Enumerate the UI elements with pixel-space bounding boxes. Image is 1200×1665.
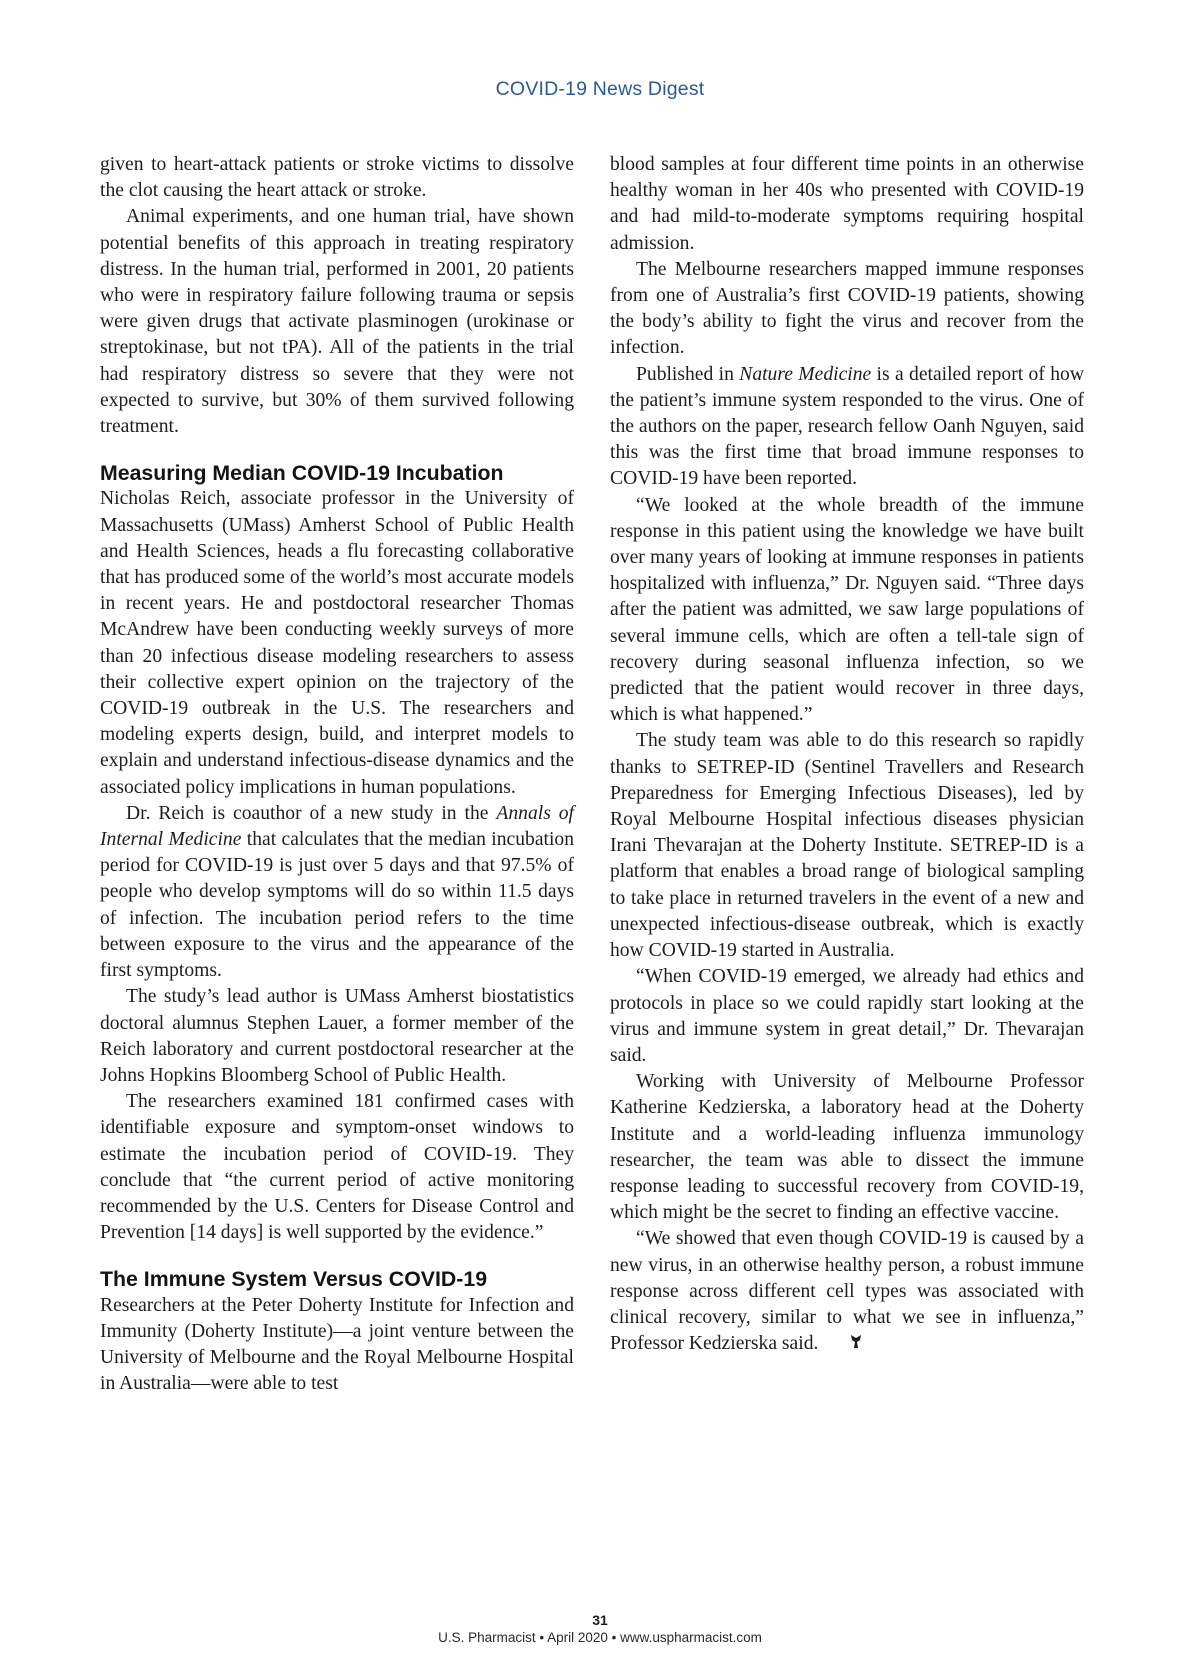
paragraph-text: “We showed that even though COVID-19 is caused by a new virus, in an otherwise healthy person, a robust immune response across different cell types was associated with clinical recovery, similar to what we see in influenza,” Professor Kedzierska said. <box>610 1228 1084 1355</box>
end-mark-icon <box>824 1332 862 1358</box>
paragraph <box>610 1226 1084 1358</box>
paragraph: The Melbourne researchers mapped immune responses from one of Australia’s first COVID-19 patients, showing the body’s ability to fight the virus and recover from the infection. <box>610 258 1084 359</box>
paragraph <box>100 801 574 984</box>
paragraph-text: that calculates that the median incubation period for COVID-19 is just over 5 days and that 97.5% of people who develop symptoms will do so within 11.5 days of infection. The incubation period refers to the time between exposure to the virus and the appearance of the first symptoms. <box>100 829 574 982</box>
left-column <box>100 152 574 1397</box>
paragraph-text: Published in <box>636 363 740 385</box>
paragraph-text: is a detailed report of how the patient’s immune system responded to the virus. One of the authors on the paper, research fellow Oanh Nguyen, said this was the first time that broad immune responses to COVID-19 have been reported. <box>610 363 1084 490</box>
paragraph-text: Dr. Reich is coauthor of a new study in the <box>126 802 497 824</box>
paragraph: The researchers examined 181 confirmed cases with identifiable exposure and symptom-onset windows to estimate the incubation period of COVID-19. They conclude that “the current period of active monitoring recommended by the U.S. Centers for Disease Control and Prevention [14 days] is well supported by the evidence.” <box>100 1091 574 1244</box>
paragraph: The study’s lead author is UMass Amherst biostatistics doctoral alumnus Stephen Lauer, a former member of the Reich laboratory and current postdoctoral researcher at the Johns Hopkins Bloomberg School of Public Health. <box>100 986 574 1086</box>
paragraph: given to heart-attack patients or stroke victims to dissolve the clot causing the heart attack or stroke. <box>100 154 574 202</box>
paragraph: Researchers at the Peter Doherty Institute for Infection and Immunity (Doherty Institute)—a joint venture between the University of Melbourne and the Royal Melbourne Hospital in Australia—were able to test <box>100 1294 574 1395</box>
right-column <box>610 152 1084 1358</box>
page-footer: U.S. Pharmacist • April 2020 • www.uspharmacist.com <box>438 1630 762 1645</box>
paragraph: Nicholas Reich, associate professor in the University of Massachusetts (UMass) Amherst School of Public Health and Health Sciences, heads a flu forecasting collaborative that has produced some of the world’s most accurate models in recent years. He and postdoctoral researcher Thomas McAndrew have been conducting weekly surveys of more than 20 infectious disease modeling researchers to assess their collective expert opinion on the trajectory of the COVID-19 outbreak in the U.S. The researchers and modeling experts design, build, and interpret models to explain and understand infectious-disease dynamics and the associated policy implications in human populations. <box>100 488 574 798</box>
journal-title: Annals of Internal Medicine <box>100 802 574 851</box>
paragraph <box>610 362 1084 493</box>
section-heading-immune-system: The Immune System Versus COVID-19 <box>100 1267 488 1292</box>
running-header: COVID-19 News Digest <box>495 78 705 100</box>
section-heading-incubation: Measuring Median COVID-19 Incubation <box>100 461 504 486</box>
journal-title: Nature Medicine <box>739 363 872 385</box>
paragraph: “When COVID-19 emerged, we already had ethics and protocols in place so we could rapidly start looking at the virus and immune system in great detail,” Dr. Thevarajan said. <box>610 966 1084 1066</box>
page-number: 31 <box>592 1612 608 1628</box>
paragraph: Animal experiments, and one human trial, have shown potential benefits of this approach in treating respiratory distress. In the human trial, performed in 2001, 20 patients who were in respiratory failure following trauma or sepsis were given drugs that activate plasminogen (urokinase or streptokinase, but not tPA). All of the patients in the trial had respiratory distress so severe that they were not expected to survive, but 30% of them survived following treatment. <box>100 206 574 438</box>
paragraph: blood samples at four different time points in an otherwise healthy woman in her 40s who presented with COVID-19 and had mild-to-moderate symptoms requiring hospital admission. <box>610 154 1084 254</box>
paragraph: “We looked at the whole breadth of the immune response in this patient using the knowledge we have built over many years of looking at immune responses in patients hospitalized with influenza,” Dr. Nguyen said. “Three days after the patient was admitted, we saw large populations of several immune cells, which are often a tell-tale sign of recovery during seasonal influenza infection, so we predicted that the patient would recover in three days, which is what happened.” <box>610 494 1084 726</box>
paragraph: Working with University of Melbourne Professor Katherine Kedzierska, a laboratory head at the Doherty Institute and a world-leading influenza immunology researcher, the team was able to dissect the immune response leading to successful recovery from COVID-19, which might be the secret to finding an effective vaccine. <box>610 1071 1084 1224</box>
paragraph: The study team was able to do this research so rapidly thanks to SETREP-ID (Sentinel Travellers and Research Preparedness for Emerging Infectious Diseases), led by Royal Melbourne Hospital infectious diseases physician Irani Thevarajan at the Doherty Institute. SETREP-ID is a platform that enables a broad range of biological sampling to take place in returned travelers in the event of a new and unexpected infectious-disease outbreak, which is exactly how COVID-19 started in Australia. <box>610 730 1084 962</box>
